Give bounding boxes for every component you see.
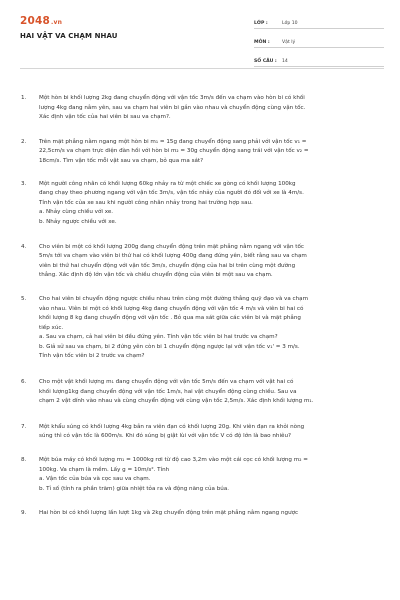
- question-line: a. Vận tốc của búa và cọc sau va chạm.: [39, 476, 151, 483]
- question-line: khối lượng1kg đang chuyển động với vận tốc 1m/s, hai vật chuyển động cùng chiều. Sau va: [39, 388, 297, 395]
- page-header: [0, 0, 400, 68]
- question-number: 5.: [21, 295, 27, 302]
- question-line: Cho viên bi một có khối lượng 200g đang chuyển động trên mặt phẳng nằm ngang với vận tốc: [39, 243, 304, 250]
- question-number: 8.: [21, 457, 27, 464]
- question-line: đang chạy theo phương ngang với vận tốc 3m/s, vận tốc nhảy của người đó đối với xe là 4m/s.: [39, 190, 304, 197]
- question-line: Cho hai viên bi chuyển động ngược chiều nhau trên cùng một đường thẳng quỹ đạo và va chạm: [39, 295, 309, 302]
- question-line: viên bi thứ hai chuyển động với vận tốc 3m/s, chuyển động của hai bi trên cùng một đường: [39, 262, 296, 269]
- question-item: [20, 509, 384, 519]
- question-item: [20, 378, 384, 407]
- question-text: [39, 423, 384, 442]
- question-line: khối lượng 8 kg đang chuyển động với vận tốc . Bỏ qua ma sát giữa các viên bi và mặt phẳng: [39, 315, 301, 322]
- question-line: Một người công nhân có khối lượng 60kg nhảy ra từ một chiếc xe gòng có khối lượng 100kg: [39, 180, 296, 187]
- question-item: [20, 295, 384, 362]
- question-text: [39, 456, 384, 494]
- question-line: súng thì có vận tốc là 600m/s. Khi đó súng bị giật lùi với vận tốc V có độ lớn là bao nhiêu?: [39, 433, 291, 440]
- site-logo[interactable]: [20, 15, 62, 27]
- question-line: vào nhau. Viên bi một có khối lượng 4kg đang chuyển động với vận tốc 4 m/s và viên bi hai có: [39, 305, 304, 312]
- document-meta: [254, 14, 384, 71]
- question-line: Tính vận tốc viên bi 2 trước va chạm?: [39, 353, 145, 360]
- document-title: HAI VẬT VA CHẠM NHAU: [20, 32, 118, 40]
- question-line: 18cm/s. Tìm vận tốc mỗi vật sau va chạm, bỏ qua ma sát?: [39, 157, 204, 164]
- question-number: 9.: [21, 510, 27, 517]
- question-line: Xác định vận tốc của hai viên bi sau va chạm?.: [39, 114, 171, 121]
- question-item: [20, 243, 384, 281]
- meta-label: LỚP :: [254, 21, 268, 26]
- question-text: [39, 180, 384, 228]
- question-item: [20, 456, 384, 494]
- question-line: lượng 4kg đang nằm yên, sau va chạm hai viên bi gắn vào nhau và chuyển động cùng vận tốc.: [39, 104, 306, 111]
- question-number: 4.: [21, 243, 27, 250]
- question-text: [39, 243, 384, 281]
- question-line: Tính vận tốc của xe sau khi người công nhân nhảy trong hai trường hợp sau.: [39, 199, 253, 206]
- question-text: [39, 509, 384, 519]
- question-line: Hai hòn bi có khối lượng lần lượt 1kg và 2kg chuyển động trên mặt phẳng nằm ngang ngược: [39, 510, 299, 517]
- question-item: [20, 423, 384, 442]
- question-line: 5m/s tới va chạm vào viên bi thứ hai có khối lượng 400g đang đứng yên, biết rằng sau va chạm: [39, 253, 307, 260]
- header-divider: [20, 68, 384, 69]
- question-item: [20, 138, 384, 167]
- question-number: 3.: [21, 180, 27, 187]
- question-text: [39, 94, 384, 123]
- logo-main: 2048: [20, 15, 51, 27]
- question-text: [39, 295, 384, 362]
- question-item: [20, 94, 384, 123]
- meta-row-class: [254, 14, 384, 29]
- question-item: [20, 180, 384, 228]
- meta-value: Lớp 10: [282, 21, 298, 26]
- question-text: [39, 378, 384, 407]
- question-line: Một búa máy có khối lượng m₁ = 1000kg rơi từ độ cao 3,2m vào một cái cọc có khối lượng m₂ =: [39, 457, 308, 464]
- meta-value: Vật lý: [282, 40, 296, 45]
- question-text: [39, 138, 384, 167]
- question-number: 7.: [21, 423, 27, 430]
- question-line: Cho một vật khối lượng m₁ đang chuyển động với vận tốc 5m/s đến va chạm với vật hai có: [39, 379, 294, 386]
- question-line: 100kg. Va chạm là mềm. Lấy g = 10m/s². Tính: [39, 466, 170, 473]
- meta-label: MÔN :: [254, 40, 270, 45]
- question-line: thẳng. Xác định độ lớn vận tốc và chiều chuyển động của viên bi một sau va chạm.: [39, 272, 273, 279]
- question-line: tiếp xúc.: [39, 324, 64, 331]
- meta-row-count: [254, 52, 384, 67]
- question-list: [20, 80, 384, 519]
- question-line: a. Sau va chạm, cả hai viên bi đều đứng yên. Tính vận tốc viên bi hai trước va chạm?: [39, 334, 278, 341]
- question-line: b. Giả sử sau va chạm, bi 2 đứng yên còn bi 1 chuyển động ngược lại với vận tốc v₁' = 3 m/s.: [39, 343, 300, 350]
- logo-suffix: .vn: [51, 19, 63, 26]
- question-number: 6.: [21, 379, 27, 386]
- meta-label: SỐ CÂU :: [254, 59, 277, 64]
- question-line: Một khẩu súng có khối lượng 4kg bắn ra viên đạn có khối lượng 20g. Khi viên đạn ra khỏi nòng: [39, 423, 305, 430]
- question-number: 1.: [21, 95, 27, 101]
- question-line: Một hòn bi khối lượng 2kg đang chuyển động với vận tốc 3m/s đến va chạm vào hòn bi có khối: [39, 95, 305, 101]
- question-number: 2.: [21, 138, 27, 145]
- question-line: b. Nhảy ngược chiều với xe.: [39, 218, 117, 225]
- question-line: 22,5cm/s va chạm trực diện đàn hồi với hòn bi m₂ = 30g chuyển động sang trái với vận tốc v₂ =: [39, 148, 309, 155]
- question-line: a. Nhảy cùng chiều với xe.: [39, 209, 114, 216]
- question-line: chạm 2 vật dính vào nhau và cùng chuyển động với cùng vận tốc 2,5m/s. Xác định khối lượng m₁.: [39, 398, 314, 405]
- meta-value: 14: [282, 59, 288, 64]
- question-line: b. Tỉ số (tính ra phần trăm) giữa nhiệt tỏa ra và động năng của búa.: [39, 485, 230, 492]
- question-line: Trên mặt phẳng nằm ngang một hòn bi m₁ = 15g đang chuyển động sang phải với vận tốc v₁ =: [39, 138, 307, 145]
- meta-row-subject: [254, 33, 384, 48]
